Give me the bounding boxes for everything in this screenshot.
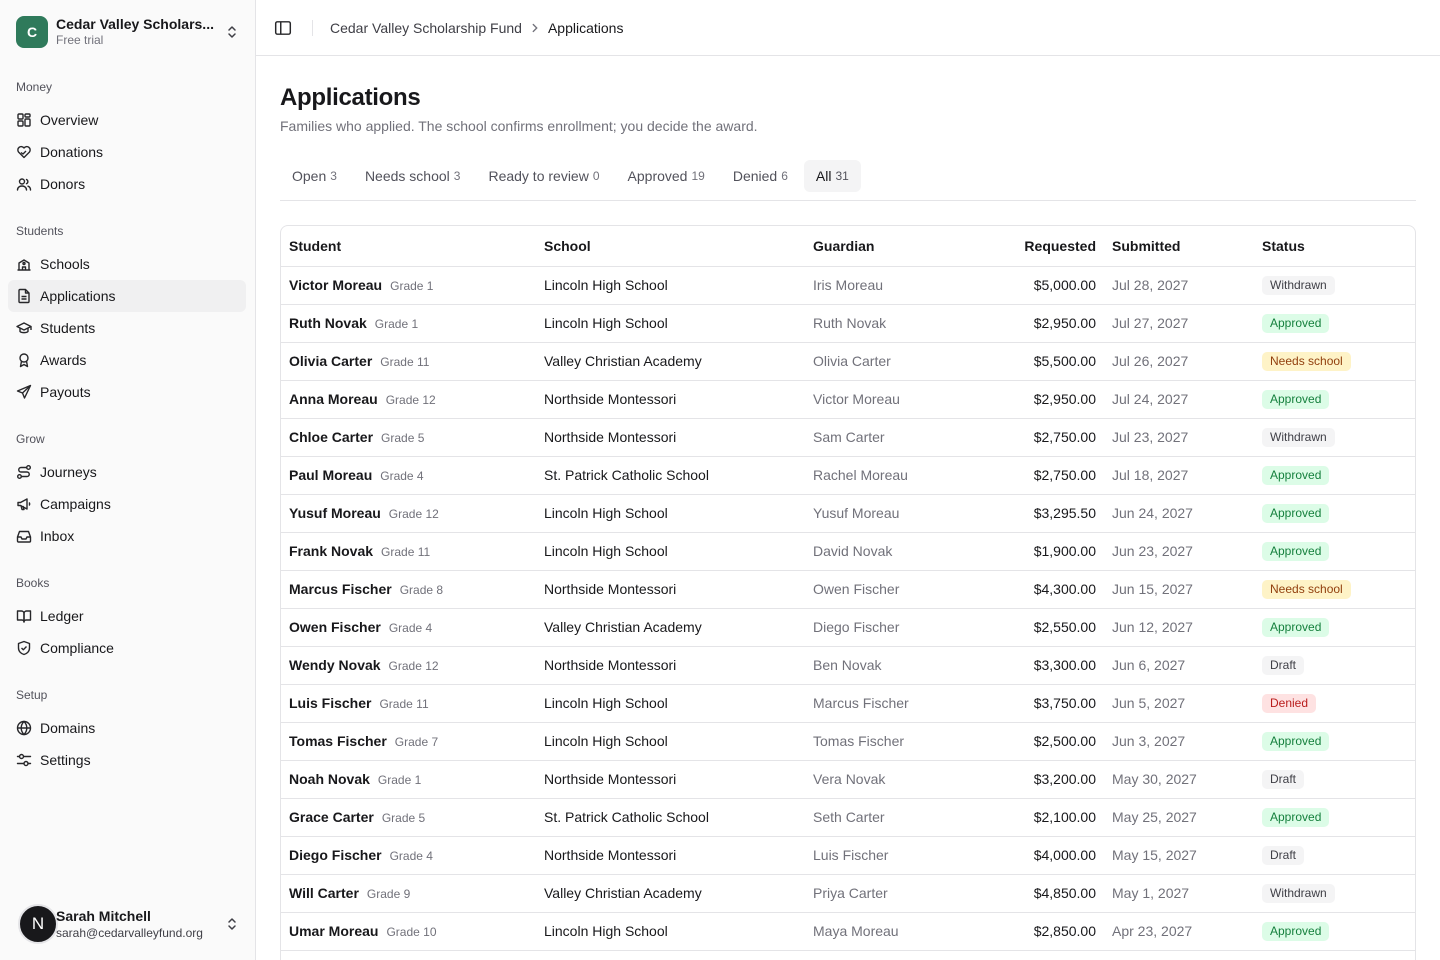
guardian-cell: Olivia Carter xyxy=(805,342,985,380)
table-row[interactable] xyxy=(281,912,1415,950)
sliders-icon xyxy=(16,752,32,768)
sidebar xyxy=(0,0,256,960)
status-tabs xyxy=(280,160,1416,201)
school-cell: Lincoln High School xyxy=(536,494,805,532)
guardian-cell: Luis Fischer xyxy=(805,836,985,874)
student-grade: Grade 12 xyxy=(385,393,436,407)
tab-label: Denied xyxy=(732,168,778,184)
table-row[interactable] xyxy=(281,570,1415,608)
submitted-cell: May 15, 2027 xyxy=(1104,836,1254,874)
status-cell xyxy=(1254,570,1415,608)
status-cell xyxy=(1254,456,1415,494)
student-cell xyxy=(281,570,536,608)
sidebar-item-label: Overview xyxy=(40,112,99,128)
sidebar-item-applications[interactable] xyxy=(8,280,246,312)
status-badge: Approved xyxy=(1262,732,1329,751)
requested-cell: $4,300.00 xyxy=(985,570,1104,608)
student-grade: Grade 5 xyxy=(381,431,425,445)
status-cell xyxy=(1254,418,1415,456)
table-header-row xyxy=(281,226,1415,266)
student-grade: Grade 12 xyxy=(388,659,439,673)
breadcrumb-item-org[interactable]: Cedar Valley Scholarship Fund xyxy=(330,19,522,36)
student-grade: Grade 12 xyxy=(388,507,439,521)
status-badge: Draft xyxy=(1262,656,1304,675)
user-email: sarah@cedarvalleyfund.org xyxy=(56,925,203,940)
tab-count: 3 xyxy=(330,169,337,183)
column-header-student[interactable]: Student xyxy=(281,226,536,266)
school-icon xyxy=(16,256,32,272)
status-badge: Approved xyxy=(1262,922,1329,941)
student-name[interactable]: Marcus Fischer xyxy=(289,581,392,597)
submitted-cell: Jul 26, 2027 xyxy=(1104,342,1254,380)
school-cell: Lincoln High School xyxy=(536,266,805,304)
sidebar-item-students[interactable] xyxy=(8,312,246,344)
book-open-icon xyxy=(16,608,32,624)
org-name: Cedar Valley Scholars... xyxy=(56,16,214,32)
submitted-cell: Jul 23, 2027 xyxy=(1104,418,1254,456)
column-header-requested[interactable]: Requested xyxy=(985,226,1104,266)
chevrons-up-down-icon xyxy=(224,24,240,40)
submitted-cell: May 25, 2027 xyxy=(1104,798,1254,836)
nav-group-money: Money xyxy=(16,80,53,94)
student-name[interactable]: Victor Moreau xyxy=(289,277,383,293)
requested-cell: $4,850.00 xyxy=(985,874,1104,912)
column-header-school[interactable]: School xyxy=(536,226,805,266)
requested-cell: $2,750.00 xyxy=(985,418,1104,456)
status-badge: Draft xyxy=(1262,770,1304,789)
submitted-cell: Jun 23, 2027 xyxy=(1104,532,1254,570)
heart-hand-icon xyxy=(16,144,32,160)
student-name[interactable]: Luis Fischer xyxy=(289,695,372,711)
guardian-cell: Sam Carter xyxy=(805,418,985,456)
tab-label: Ready to review xyxy=(488,168,589,184)
student-grade: Grade 7 xyxy=(394,735,439,749)
status-badge: Needs school xyxy=(1262,352,1351,371)
status-cell xyxy=(1254,798,1415,836)
table-row[interactable] xyxy=(281,456,1415,494)
school-cell: Valley Christian Academy xyxy=(536,342,805,380)
school-cell: Northside Montessori xyxy=(536,760,805,798)
status-cell xyxy=(1254,874,1415,912)
table-row[interactable] xyxy=(281,684,1415,722)
column-header-guardian[interactable]: Guardian xyxy=(805,226,985,266)
status-cell xyxy=(1254,532,1415,570)
tab-count: 31 xyxy=(835,169,849,183)
breadcrumb xyxy=(330,20,623,36)
student-cell xyxy=(281,418,536,456)
nav-group-students: Students xyxy=(16,224,64,238)
breadcrumb-item-current: Applications xyxy=(547,19,624,36)
submitted-cell: Jun 24, 2027 xyxy=(1104,494,1254,532)
sidebar-item-label: Payouts xyxy=(40,384,91,400)
requested-cell: $1,900.00 xyxy=(985,532,1104,570)
sidebar-item-domains[interactable] xyxy=(8,712,246,744)
nav-group-setup: Setup xyxy=(16,688,48,702)
sidebar-item-donors[interactable] xyxy=(8,168,246,200)
student-grade: Grade 4 xyxy=(380,469,424,483)
status-badge: Approved xyxy=(1262,542,1329,561)
student-grade: Grade 8 xyxy=(399,583,444,597)
guardian-cell: Marcus Fischer xyxy=(805,684,985,722)
guardian-cell: Priya Carter xyxy=(805,874,985,912)
school-cell: St. Patrick Catholic School xyxy=(536,456,805,494)
requested-cell: $2,850.00 xyxy=(985,912,1104,950)
requested-cell: $3,300.00 xyxy=(985,646,1104,684)
student-name[interactable]: Noah Novak xyxy=(289,771,370,787)
tab-open[interactable] xyxy=(280,160,349,192)
table-row[interactable] xyxy=(281,532,1415,570)
requested-cell: $2,100.00 xyxy=(985,798,1104,836)
guardian-cell: Ruth Novak xyxy=(805,304,985,342)
student-cell xyxy=(281,494,536,532)
requested-cell: $4,000.00 xyxy=(985,836,1104,874)
submitted-cell: May 30, 2027 xyxy=(1104,760,1254,798)
guardian-cell: Owen Fischer xyxy=(805,570,985,608)
status-cell xyxy=(1254,266,1415,304)
layout-grid-icon xyxy=(16,112,32,128)
status-badge: Needs school xyxy=(1262,580,1351,599)
guardian-cell: Tomas Fischer xyxy=(805,722,985,760)
tab-label: All xyxy=(815,168,832,184)
school-cell: Lincoln High School xyxy=(536,722,805,760)
student-grade: Grade 9 xyxy=(366,887,411,901)
sidebar-item-label: Inbox xyxy=(40,528,75,544)
status-badge: Approved xyxy=(1262,808,1329,827)
guardian-cell: Yusuf Moreau xyxy=(805,494,985,532)
student-name[interactable]: Grace Carter xyxy=(289,809,374,825)
table-body xyxy=(281,266,1415,950)
send-icon xyxy=(16,384,32,400)
student-cell xyxy=(281,266,536,304)
nav-group-books: Books xyxy=(16,576,50,590)
school-cell: St. Patrick Catholic School xyxy=(536,798,805,836)
status-badge: Approved xyxy=(1262,504,1329,523)
student-grade: Grade 1 xyxy=(390,279,434,293)
guardian-cell: Seth Carter xyxy=(805,798,985,836)
table-row[interactable] xyxy=(281,494,1415,532)
table-row[interactable] xyxy=(281,608,1415,646)
sidebar-item-compliance[interactable] xyxy=(8,632,246,664)
route-icon xyxy=(16,464,32,480)
student-cell xyxy=(281,342,536,380)
award-icon xyxy=(16,352,32,368)
student-name[interactable]: Chloe Carter xyxy=(289,429,374,445)
student-grade: Grade 4 xyxy=(388,621,433,635)
inbox-icon xyxy=(16,528,32,544)
student-grade: Grade 11 xyxy=(379,697,429,711)
school-cell: Northside Montessori xyxy=(536,418,805,456)
student-cell xyxy=(281,912,536,950)
student-cell xyxy=(281,874,536,912)
guardian-cell: Vera Novak xyxy=(805,760,985,798)
tab-count: 19 xyxy=(691,169,705,183)
header-divider xyxy=(312,20,313,36)
student-cell xyxy=(281,760,536,798)
requested-cell: $2,950.00 xyxy=(985,304,1104,342)
student-name[interactable]: Wendy Novak xyxy=(289,657,381,673)
sidebar-item-label: Donations xyxy=(40,144,104,160)
requested-cell: $2,500.00 xyxy=(985,722,1104,760)
requested-cell: $5,000.00 xyxy=(985,266,1104,304)
table-row[interactable] xyxy=(281,266,1415,304)
requested-cell: $3,200.00 xyxy=(985,760,1104,798)
sidebar-item-label: Domains xyxy=(40,720,96,736)
sidebar-item-settings[interactable] xyxy=(8,744,246,776)
school-cell: Lincoln High School xyxy=(536,912,805,950)
submitted-cell: Jun 3, 2027 xyxy=(1104,722,1254,760)
student-grade: Grade 11 xyxy=(380,355,430,369)
sidebar-item-label: Campaigns xyxy=(40,496,111,512)
student-grade: Grade 1 xyxy=(374,317,419,331)
requested-cell: $2,750.00 xyxy=(985,456,1104,494)
tab-ready-to-review[interactable] xyxy=(476,160,611,192)
shield-check-icon xyxy=(16,640,32,656)
school-cell: Lincoln High School xyxy=(536,532,805,570)
status-badge: Approved xyxy=(1262,390,1329,409)
status-badge: Withdrawn xyxy=(1262,884,1335,903)
sidebar-item-payouts[interactable] xyxy=(8,376,246,408)
student-name[interactable]: Umar Moreau xyxy=(289,923,379,939)
status-cell xyxy=(1254,684,1415,722)
status-badge: Approved xyxy=(1262,466,1329,485)
users-icon xyxy=(16,176,32,192)
submitted-cell: Jul 28, 2027 xyxy=(1104,266,1254,304)
student-name[interactable]: Frank Novak xyxy=(289,543,374,559)
table-row[interactable] xyxy=(281,304,1415,342)
sidebar-item-label: Journeys xyxy=(40,464,97,480)
chevron-right-icon xyxy=(528,21,542,35)
table-row[interactable] xyxy=(281,874,1415,912)
school-cell: Northside Montessori xyxy=(536,570,805,608)
status-badge: Withdrawn xyxy=(1262,276,1335,295)
student-grade: Grade 4 xyxy=(389,849,433,863)
table-row[interactable] xyxy=(281,722,1415,760)
status-cell xyxy=(1254,304,1415,342)
student-name[interactable]: Paul Moreau xyxy=(289,467,373,483)
sidebar-item-schools[interactable] xyxy=(8,248,246,280)
tab-label: Open xyxy=(292,168,327,184)
submitted-cell: Jul 27, 2027 xyxy=(1104,304,1254,342)
student-cell xyxy=(281,456,536,494)
user-name: Sarah Mitchell xyxy=(56,907,151,924)
sidebar-item-journeys[interactable] xyxy=(8,456,246,488)
guardian-cell: Maya Moreau xyxy=(805,912,985,950)
column-header-submitted[interactable]: Submitted xyxy=(1104,226,1254,266)
requested-cell: $5,500.00 xyxy=(985,342,1104,380)
submitted-cell: Jun 12, 2027 xyxy=(1104,608,1254,646)
sidebar-item-inbox[interactable] xyxy=(8,520,246,552)
status-badge: Draft xyxy=(1262,846,1304,865)
school-cell: Valley Christian Academy xyxy=(536,608,805,646)
tab-all[interactable] xyxy=(804,160,861,192)
sidebar-item-label: Donors xyxy=(40,176,86,192)
student-name[interactable]: Will Carter xyxy=(289,885,359,901)
org-plan: Free trial xyxy=(56,33,104,47)
submitted-cell: Jul 18, 2027 xyxy=(1104,456,1254,494)
tab-needs-school[interactable] xyxy=(353,160,473,192)
sidebar-item-label: Schools xyxy=(40,256,90,272)
table-row[interactable] xyxy=(281,418,1415,456)
student-cell xyxy=(281,646,536,684)
school-cell: Northside Montessori xyxy=(536,380,805,418)
student-grade: Grade 11 xyxy=(381,545,431,559)
status-cell xyxy=(1254,646,1415,684)
tab-count: 3 xyxy=(453,169,461,183)
table-row[interactable] xyxy=(281,380,1415,418)
tab-label: Approved xyxy=(627,168,688,184)
guardian-cell: Victor Moreau xyxy=(805,380,985,418)
status-cell xyxy=(1254,380,1415,418)
requested-cell: $2,550.00 xyxy=(985,608,1104,646)
tab-denied[interactable] xyxy=(721,160,800,192)
guardian-cell: David Novak xyxy=(805,532,985,570)
tab-count: 0 xyxy=(592,169,600,183)
status-cell xyxy=(1254,760,1415,798)
sidebar-item-label: Settings xyxy=(40,752,91,768)
submitted-cell: Apr 23, 2027 xyxy=(1104,912,1254,950)
submitted-cell: Jun 6, 2027 xyxy=(1104,646,1254,684)
student-grade: Grade 1 xyxy=(377,773,422,787)
status-badge: Denied xyxy=(1262,694,1316,713)
status-cell xyxy=(1254,342,1415,380)
megaphone-icon xyxy=(16,496,32,512)
school-cell: Valley Christian Academy xyxy=(536,874,805,912)
table-row[interactable] xyxy=(281,836,1415,874)
student-name[interactable]: Anna Moreau xyxy=(289,391,378,407)
globe-icon xyxy=(16,720,32,736)
sidebar-item-ledger[interactable] xyxy=(8,600,246,632)
requested-cell: $3,750.00 xyxy=(985,684,1104,722)
school-cell: Northside Montessori xyxy=(536,646,805,684)
student-cell xyxy=(281,798,536,836)
sidebar-toggle-icon[interactable] xyxy=(274,19,292,37)
student-grade: Grade 5 xyxy=(381,811,426,825)
status-badge: Approved xyxy=(1262,314,1329,333)
student-cell xyxy=(281,304,536,342)
school-cell: Northside Montessori xyxy=(536,836,805,874)
column-header-status[interactable]: Status xyxy=(1254,226,1415,266)
sidebar-item-label: Awards xyxy=(40,352,87,368)
sidebar-item-label: Applications xyxy=(40,288,116,304)
submitted-cell: Jun 5, 2027 xyxy=(1104,684,1254,722)
student-cell xyxy=(281,532,536,570)
student-name[interactable]: Olivia Carter xyxy=(289,353,373,369)
sidebar-item-awards[interactable] xyxy=(8,344,246,376)
status-cell xyxy=(1254,722,1415,760)
sidebar-item-label: Ledger xyxy=(40,608,84,624)
student-name[interactable]: Tomas Fischer xyxy=(289,733,387,749)
guardian-cell: Ben Novak xyxy=(805,646,985,684)
student-cell xyxy=(281,608,536,646)
requested-cell: $2,950.00 xyxy=(985,380,1104,418)
student-name[interactable]: Yusuf Moreau xyxy=(289,505,381,521)
student-name[interactable]: Owen Fischer xyxy=(289,619,381,635)
tab-count: 6 xyxy=(781,169,788,183)
student-name[interactable]: Diego Fischer xyxy=(289,847,382,863)
sidebar-item-donations[interactable] xyxy=(8,136,246,168)
status-badge: Approved xyxy=(1262,618,1329,637)
status-cell xyxy=(1254,912,1415,950)
student-cell xyxy=(281,380,536,418)
page-subtitle: Families who applied. The school confirms enrollment; you decide the award. xyxy=(280,118,758,134)
school-cell: Lincoln High School xyxy=(536,304,805,342)
tab-approved[interactable] xyxy=(616,160,717,192)
status-badge: Withdrawn xyxy=(1262,428,1335,447)
user-menu[interactable] xyxy=(8,900,248,948)
top-bar xyxy=(256,0,1440,56)
student-cell xyxy=(281,722,536,760)
guardian-cell: Iris Moreau xyxy=(805,266,985,304)
school-cell: Lincoln High School xyxy=(536,684,805,722)
status-cell xyxy=(1254,494,1415,532)
guardian-cell: Diego Fischer xyxy=(805,608,985,646)
sidebar-item-label: Compliance xyxy=(40,640,114,656)
applications-table xyxy=(280,225,1416,960)
tab-label: Needs school xyxy=(364,168,450,184)
nav-group-grow: Grow xyxy=(16,432,45,446)
file-text-icon xyxy=(16,288,32,304)
guardian-cell: Rachel Moreau xyxy=(805,456,985,494)
student-cell xyxy=(281,684,536,722)
student-grade: Grade 10 xyxy=(386,925,437,939)
submitted-cell: Jul 24, 2027 xyxy=(1104,380,1254,418)
sidebar-item-overview[interactable] xyxy=(8,104,246,136)
table-row[interactable] xyxy=(281,646,1415,684)
status-cell xyxy=(1254,836,1415,874)
org-switcher[interactable] xyxy=(8,8,248,56)
chevrons-up-down-icon xyxy=(224,916,240,932)
table-row[interactable] xyxy=(281,342,1415,380)
student-name[interactable]: Ruth Novak xyxy=(289,315,367,331)
avatar: N xyxy=(18,904,58,944)
page-title: Applications xyxy=(280,84,421,111)
graduation-cap-icon xyxy=(16,320,32,336)
student-cell xyxy=(281,836,536,874)
submitted-cell: May 1, 2027 xyxy=(1104,874,1254,912)
submitted-cell: Jun 15, 2027 xyxy=(1104,570,1254,608)
org-avatar: C xyxy=(16,16,48,48)
table-row[interactable] xyxy=(281,798,1415,836)
sidebar-item-label: Students xyxy=(40,320,96,336)
requested-cell: $3,295.50 xyxy=(985,494,1104,532)
table-row[interactable] xyxy=(281,760,1415,798)
status-cell xyxy=(1254,608,1415,646)
sidebar-item-campaigns[interactable] xyxy=(8,488,246,520)
